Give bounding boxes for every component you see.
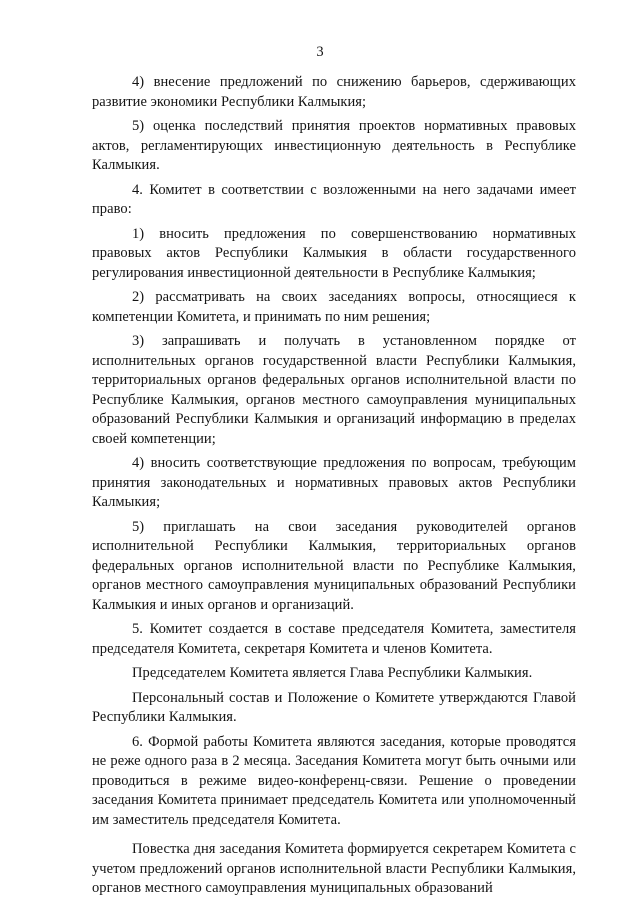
paragraph-section-5-composition: 5. Комитет создается в составе председателя Комитета, заместителя председателя Комитета, секретаря Комитета и членов Комитета.: [92, 621, 576, 657]
paragraph-section-6-meetings: 6. Формой работы Комитета являются заседания, которые проводятся не реже одного раза в 2 месяца. Заседания Комитета могут быть очными или проводиться в режиме видео-конференц-связи. Решение о проведении заседания Комитета принимает председатель Комитета или уполномоченный им заместитель председателя Комитета.: [92, 733, 576, 828]
paragraph-agenda: Повестка дня заседания Комитета формируется секретарем Комитета с учетом предложений органов исполнительной власти Республики Калмыкия, органов местного самоуправления муниципальных образований: [92, 841, 576, 896]
paragraph-item-4-barriers: 4) внесение предложений по снижению барьеров, сдерживающих развитие экономики Республики Калмыкия;: [92, 74, 576, 110]
page-number: 3: [316, 44, 324, 60]
paragraph-right-3-request: 3) запрашивать и получать в установленном порядке от исполнительных органов государственной власти Республики Калмыкия, территориальных органов федеральных органов исполнительной власти по Республике Калмыкия, органов местного самоуправления муниципальных образований Республики Калмыкия и организаций информацию в пределах своей компетенции;: [92, 333, 576, 447]
paragraph-section-4-rights: 4. Комитет в соответствии с возложенными на него задачами имеет право:: [92, 181, 576, 217]
paragraph-right-4-legislation: 4) вносить соответствующие предложения по вопросам, требующим принятия законодательных и нормативных правовых актов Республики Калмыкия;: [92, 455, 576, 510]
paragraph-right-1-proposals: 1) вносить предложения по совершенствованию нормативных правовых актов Республики Калмыкия в области государственного регулирования инвестиционной деятельности в Республике Калмыкия;: [92, 225, 576, 281]
paragraph-item-5-assessment: 5) оценка последствий принятия проектов нормативных правовых актов, регламентирующих инвестиционную деятельность в Республике Калмыкия.: [92, 118, 576, 173]
paragraph-personnel: Персональный состав и Положение о Комитете утверждаются Главой Республики Калмыкия.: [92, 689, 576, 725]
paragraph-right-5-invite: 5) приглашать на свои заседания руководителей органов исполнительной Республики Калмыкия, территориальных органов федеральных органов исполнительной власти по Республике Калмыкия, органов местного самоуправления муниципальных образований Республики Калмыкия и иных органов и организаций.: [92, 518, 576, 613]
document-body: [92, 73, 576, 904]
paragraph-chairman: Председателем Комитета является Глава Республики Калмыкия.: [132, 665, 533, 681]
paragraph-right-2-consider: 2) рассматривать на своих заседаниях вопросы, относящиеся к компетенции Комитета, и принимать по ним решения;: [92, 289, 576, 325]
